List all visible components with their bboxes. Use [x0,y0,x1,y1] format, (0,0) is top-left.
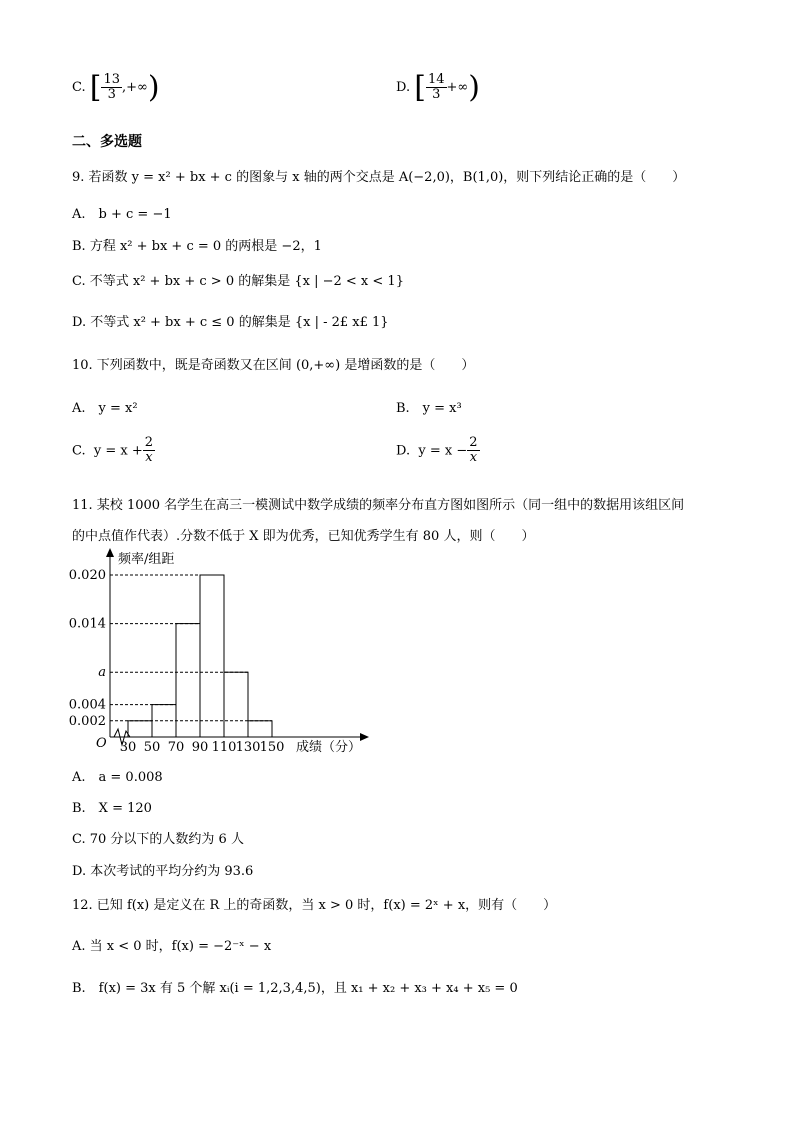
origin-label: O [96,736,107,751]
y-tick-labels [69,568,106,729]
question-12-stem: 12. 已知 f(x) 是定义在 R 上的奇函数，当 x > 0 时，f(x) = 2ˣ + x，则有（ ） [72,898,557,913]
numerator: 2 [469,435,478,450]
histogram-bar [248,721,272,737]
denominator: x [469,450,478,466]
question-11-option-c: C. 70 分以下的人数约为 6 人 [72,832,244,847]
denominator: 3 [432,87,441,102]
y-tick-label: 0.004 [68,697,106,713]
numerator: 14 [427,71,445,87]
x-tick-label: 50 [143,740,161,755]
numerator: 13 [103,71,121,87]
x-tick-label: 110 [211,740,237,755]
denominator: x [145,450,153,466]
right-paren: ) [147,70,160,105]
option-c-q8 [72,70,160,105]
y-tick-label: a [98,665,106,681]
section-title: 二、多选题 [72,134,142,150]
y-tick-label: 0.002 [68,713,106,729]
left-bracket: [ [89,70,102,105]
numerator: 2 [144,435,154,450]
fraction [101,73,122,103]
question-11-option-b: B. X = 120 [72,801,152,816]
right-paren: ) [468,70,480,105]
left-bracket: [ [414,70,426,105]
option-label: C. [72,443,86,459]
fraction [426,73,447,103]
y-axis-label: 频率/组距 [118,552,175,567]
x-tick-label: 130 [235,740,261,755]
option-label: C. [72,80,86,95]
option-label: D. [396,80,411,95]
question-11-stem-line1: 11. 某校 1000 名学生在高三一模测试中数学成绩的频率分布直方图如图所示（同一组中的数据用该组区间 [72,498,685,513]
question-11-stem-line2: 的中点值作代表）.分数不低于 X 即为优秀，已知优秀学生有 80 人，则（ ） [72,529,535,544]
option-label: D. [396,443,411,459]
question-9-stem: 9. 若函数 y = x² + bx + c 的图象与 x 轴的两个交点是 A(−2,0)，B(1,0)，则下列结论正确的是（ ） [72,170,686,185]
histogram-bar [224,672,248,737]
question-10-option-c [72,436,155,466]
y-tick-label: 0.020 [68,568,106,583]
option-d-q8 [396,70,480,105]
histogram-axes [106,548,369,745]
question-11-option-d: D. 本次考试的平均分约为 93.6 [72,864,254,879]
histogram-bars [128,575,272,737]
question-9-option-c: C. 不等式 x² + bx + c > 0 的解集是 {x | −2 < x < 1} [72,274,404,289]
interval-tail: ,+∞ [122,80,148,95]
x-tick-label: 90 [191,740,209,755]
expression: y = x + [93,443,143,459]
histogram-bar [128,721,152,737]
question-12-option-b: B. f(x) = 3x 有 5 个解 xᵢ(i = 1,2,3,4,5)，且 x₁ + x₂ + x₃ + x₄ + x₅ = 0 [72,981,518,996]
y-axis-arrow [106,548,114,557]
x-tick-label: 30 [119,740,137,755]
x-tick-labels [120,740,285,755]
question-9-option-b: B. 方程 x² + bx + c = 0 的两根是 −2，1 [72,239,322,254]
histogram-bar [200,575,224,737]
interval-tail: +∞ [446,80,469,95]
y-tick-label: 0.014 [68,616,106,632]
question-9-option-a: A. b + c = −1 [72,207,172,222]
frequency-histogram [60,545,380,760]
question-10-option-b: B. y = x³ [396,401,462,416]
histogram-bar [176,624,200,737]
fraction [143,436,155,466]
question-10-option-d [396,436,480,466]
x-tick-label: 70 [167,740,185,755]
question-10-stem: 10. 下列函数中，既是奇函数又在区间 (0,+∞) 是增函数的是（ ） [72,358,475,373]
denominator: 3 [107,87,116,102]
question-12-option-a: A. 当 x < 0 时，f(x) = −2⁻ˣ − x [72,939,272,954]
expression: y = x − [418,443,468,459]
question-9-option-d: D. 不等式 x² + bx + c ≤ 0 的解集是 {x | - 2£ x£ 1} [72,315,389,330]
x-axis-label: 成绩（分） [296,740,362,755]
fraction [467,436,479,466]
question-11-option-a: A. a = 0.008 [72,770,163,785]
x-tick-label: 150 [259,740,285,755]
question-10-option-a: A. y = x² [72,401,138,416]
x-axis-arrow [360,733,369,741]
